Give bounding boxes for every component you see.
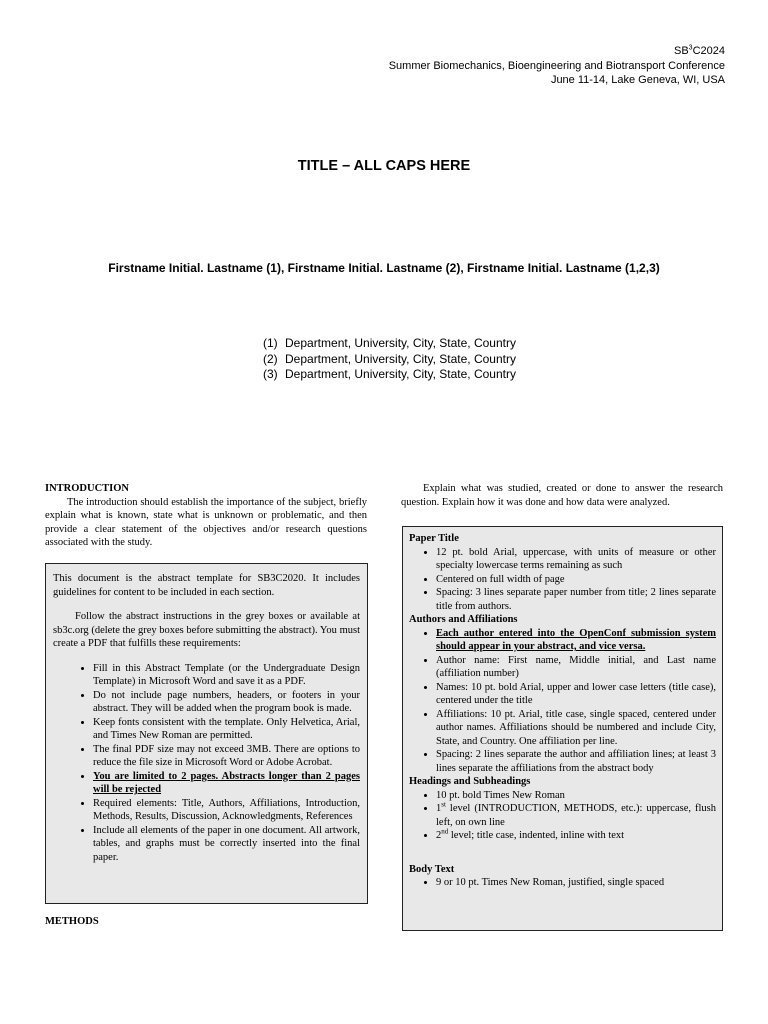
list-item: • Each author entered into the OpenConf submission system should appear in your abstract, and vice versa.: [436, 627, 716, 654]
introduction-heading: INTRODUCTION: [45, 483, 130, 494]
instructions-paragraph-2: Follow the abstract instructions in the grey boxes or available at sb3c.org (delete the grey boxes before submitting the abstract). You must create a PDF that fulfills these requirements:: [53, 611, 360, 649]
instructions-paragraph-1: This document is the abstract template for SB3C2020. It includes guidelines for content to be included in each section.: [53, 573, 360, 598]
list-item: • Spacing: 3 lines separate paper number from title; 2 lines separate title from authors.: [436, 586, 716, 613]
list-item: • Fill in this Abstract Template (or the Undergraduate Design Template) in Microsoft Word and save it as a PDF.: [93, 662, 360, 689]
affiliation-2: (2) Department, University, City, State, Country: [263, 351, 516, 366]
methods-text-column: [401, 482, 723, 509]
affiliation-1: (1) Department, University, City, State, Country: [263, 336, 516, 350]
conference-name: Summer Biomechanics, Bioengineering and Biotransport Conference: [388, 59, 725, 72]
list-item: • Keep fonts consistent with the template. Only Helvetica, Arial, and Times New Roman are permitted.: [93, 716, 360, 743]
list-item: • Affiliations: 10 pt. Arial, title case, single spaced, centered under author names. Affiliations should be numbered and include City, State, and Country. One affiliation per line.: [436, 708, 716, 749]
introduction-text: The introduction should establish the importance of the subject, briefly explain what is known, state what is unknown or problematic, and then provide a clear statement of the objectives and/or research questions associated with the study.: [45, 496, 367, 548]
list-item: • 2nd level; title case, indented, inline with text: [436, 829, 716, 843]
introduction-section: [45, 482, 367, 550]
authors-guideline-heading: Authors and Affiliations: [409, 614, 518, 625]
affiliation-3: (3) Department, University, City, State, Country: [263, 367, 516, 381]
author-list: Firstname Initial. Lastname (1), Firstname Initial. Lastname (2), Firstname Initial. Lastname (1,2,3): [108, 261, 660, 275]
list-item: • 9 or 10 pt. Times New Roman, justified, single spaced: [436, 876, 716, 890]
list-item: • 12 pt. bold Arial, uppercase, with units of measure or other specialty lowercase terms remaining as such: [436, 546, 716, 573]
paper-title-guidelines: [409, 546, 716, 614]
template-instructions-box: [45, 563, 368, 904]
list-item: • The final PDF size may not exceed 3MB. There are options to reduce the file size in Microsoft Word or Adobe Acrobat.: [93, 743, 360, 770]
methods-heading: METHODS: [45, 916, 99, 927]
formatting-guidelines-box: [402, 526, 723, 931]
paper-title: TITLE – ALL CAPS HERE: [297, 158, 471, 174]
list-item: • Names: 10 pt. bold Arial, upper and lower case letters (title case), centered under the title: [436, 681, 716, 708]
methods-intro-text: Explain what was studied, created or done to answer the research question. Explain how it was done and how data were analyzed.: [401, 483, 723, 508]
conference-code: $SB^3C2024$: [673, 44, 725, 57]
paper-title-guideline-heading: Paper Title: [409, 533, 459, 544]
headings-guidelines: [409, 789, 716, 843]
requirements-list: [53, 662, 360, 865]
list-item: • 10 pt. bold Times New Roman: [436, 789, 716, 803]
list-item: • Required elements: Title, Authors, Affiliations, Introduction, Methods, Results, Discussion, Acknowledgments, References: [93, 797, 360, 824]
list-item: • 1st level (INTRODUCTION, METHODS, etc.): uppercase, flush left, on own line: [436, 802, 716, 829]
list-item: • Centered on full width of page: [436, 573, 716, 587]
list-item: • Include all elements of the paper in one document. All artwork, tables, and graphs must be correctly inserted into the final paper.: [93, 824, 360, 865]
list-item: • Spacing: 2 lines separate the author and affiliation lines; at least 3 lines separate the affiliations from the abstract body: [436, 748, 716, 775]
body-text-guidelines: [409, 876, 716, 890]
list-item: • Author name: First name, Middle initial, and Last name (affiliation number): [436, 654, 716, 681]
list-item: • You are limited to 2 pages. Abstracts longer than 2 pages will be rejected: [93, 770, 360, 797]
affiliation-list: [263, 336, 516, 383]
authors-guidelines: [409, 627, 716, 776]
body-text-guideline-heading: Body Text: [409, 863, 455, 875]
conference-header: [389, 44, 725, 88]
headings-guideline-heading: Headings and Subheadings: [409, 776, 531, 787]
conference-date-location: June 11-14, Lake Geneva, WI, USA: [550, 74, 725, 86]
list-item: • Do not include page numbers, headers, or footers in your abstract. They will be added when the program book is made.: [93, 689, 360, 716]
